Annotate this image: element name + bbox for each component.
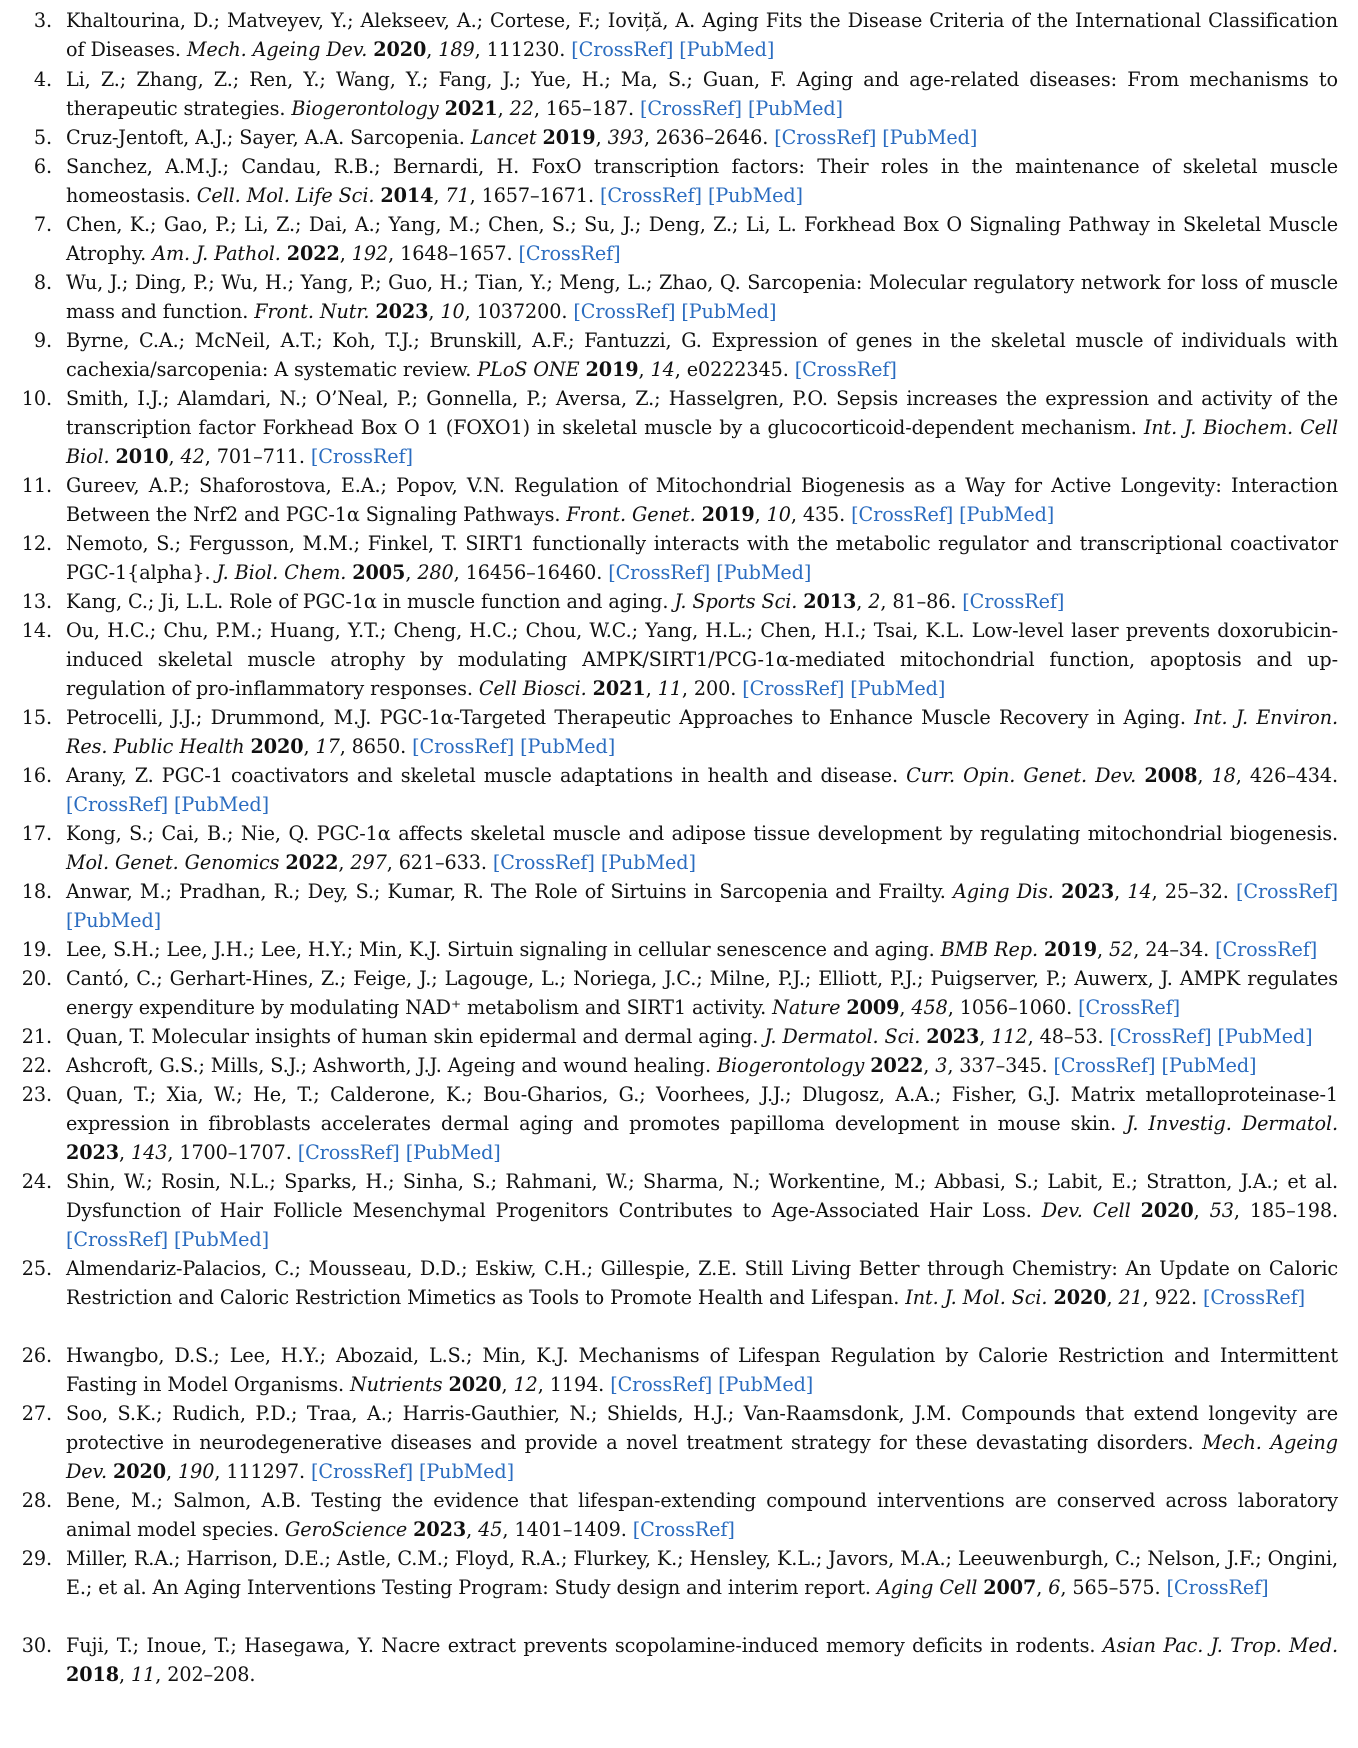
- reference-item: [21, 1254, 1338, 1312]
- reference-text: Soo, S.K.; Rudich, P.D.; Traa, A.; Harris-Gauthier, N.; Shields, H.J.; Van-Raamsdonk, J.M. Compounds that extend longevity are protective in neurodegenerative diseases and provide a novel treatment strategy for these devastating disorders. Mech. Ageing Dev. 2020, 190, 111297. [CrossRef] [PubMed]: [66, 1402, 1338, 1483]
- reference-pages: , e0222345.: [674, 358, 795, 381]
- reference-volume: 190: [178, 1460, 215, 1483]
- reference-journal: PLoS ONE: [477, 358, 580, 381]
- reference-text: Khaltourina, D.; Matveyev, Y.; Alekseev, A.; Cortese, F.; Ioviță, A. Aging Fits the Disease Criteria of the International Classification of Diseases. Mech. Ageing Dev. 2020, 189, 111230. [CrossRef] [PubMed]: [66, 9, 1338, 61]
- crossref-link[interactable]: [CrossRef]: [608, 561, 711, 584]
- reference-number: 30.: [21, 1634, 52, 1657]
- reference-journal: Mech. Ageing Dev.: [66, 1431, 1338, 1483]
- reference-text: Kang, C.; Ji, L.L. Role of PGC-1α in muscle function and aging. J. Sports Sci. 2013, 2, 81–86. [CrossRef]: [66, 590, 1065, 613]
- crossref-link[interactable]: [CrossRef]: [1053, 1054, 1156, 1077]
- pubmed-link[interactable]: [PubMed]: [173, 1228, 269, 1251]
- reference-text: Hwangbo, D.S.; Lee, H.Y.; Abozaid, L.S.; Min, K.J. Mechanisms of Lifespan Regulation by Calorie Restriction and Intermittent Fasting in Model Organisms. Nutrients 2020, 12, 1194. [CrossRef] [PubMed]: [66, 1344, 1338, 1396]
- pubmed-link[interactable]: [PubMed]: [1217, 1025, 1313, 1048]
- reference-text: Byrne, C.A.; McNeil, A.T.; Koh, T.J.; Brunskill, A.F.; Fantuzzi, G. Expression of genes in the skeletal muscle of individuals with cachexia/sarcopenia: A systematic review. PLoS ONE 2019, 14, e0222345. [CrossRef]: [66, 329, 1338, 381]
- reference-journal: J. Dermatol. Sci.: [764, 1025, 921, 1048]
- reference-authors-title: Kang, C.; Ji, L.L. Role of PGC-1α in muscle function and aging.: [66, 590, 675, 613]
- reference-year: 2005: [352, 561, 406, 584]
- reference-number: 16.: [21, 764, 52, 787]
- reference-item: [21, 529, 1338, 587]
- reference-journal: Dev. Cell: [1041, 1199, 1131, 1222]
- crossref-link[interactable]: [CrossRef]: [1203, 1286, 1305, 1309]
- reference-volume: 297: [350, 851, 387, 874]
- reference-text: Miller, R.A.; Harrison, D.E.; Astle, C.M.; Floyd, R.A.; Flurkey, K.; Hensley, K.L.; Javors, M.A.; Leeuwenburgh, C.; Nelson, J.F.; Ongini, E.; et al. An Aging Interventions Testing Program: Study design and interim report. Aging Cell 2007, 6, 565–575. [CrossRef]: [66, 1547, 1338, 1599]
- crossref-link[interactable]: [CrossRef]: [962, 590, 1065, 613]
- reference-text: Fuji, T.; Inoue, T.; Hasegawa, Y. Nacre extract prevents scopolamine-induced memory deficits in rodents. Asian Pac. J. Trop. Med. 2018, 11, 202–208.: [66, 1634, 1338, 1686]
- reference-authors-title: Bene, M.; Salmon, A.B. Testing the evidence that lifespan-extending compound interventions are conserved across laboratory animal model species.: [66, 1489, 1338, 1541]
- crossref-link[interactable]: [CrossRef]: [66, 1228, 168, 1251]
- reference-text: Lee, S.H.; Lee, J.H.; Lee, H.Y.; Min, K.J. Sirtuin signaling in cellular senescence and aging. BMB Rep. 2019, 52, 24–34. [CrossRef]: [66, 938, 1318, 961]
- reference-item: [33, 268, 1338, 326]
- reference-year: 2019: [585, 358, 639, 381]
- reference-authors-title: Almendariz-Palacios, C.; Mousseau, D.D.; Eskiw, C.H.; Gillespie, Z.E. Still Living Better through Chemistry: An Update on Caloric Restriction and Caloric Restriction Mimetics as Tools to Promote Health and Lifespan.: [66, 1257, 1338, 1309]
- crossref-link[interactable]: [CrossRef]: [66, 793, 168, 816]
- reference-number: 27.: [21, 1402, 52, 1425]
- reference-text: Arany, Z. PGC-1 coactivators and skeletal muscle adaptations in health and disease. Curr. Opin. Genet. Dev. 2008, 18, 426–434. [CrossRef] [PubMed]: [66, 764, 1339, 816]
- reference-number: 6.: [33, 155, 52, 178]
- crossref-link[interactable]: [CrossRef]: [571, 38, 674, 61]
- reference-year: 2020: [113, 1460, 167, 1483]
- reference-volume: 2: [868, 590, 881, 613]
- pubmed-link[interactable]: [PubMed]: [959, 503, 1055, 526]
- reference-journal: Nature: [772, 996, 841, 1019]
- reference-authors-title: Quan, T.; Xia, W.; He, T.; Calderone, K.; Bou-Gharios, G.; Voorhees, J.J.; Dlugosz, A.A.; Fisher, G.J. Matrix metalloproteinase-1 expression in fibroblasts accelerates dermal aging and promotes papilloma development in mouse skin.: [66, 1083, 1338, 1135]
- crossref-link[interactable]: [CrossRef]: [610, 1373, 713, 1396]
- reference-year: 2023: [926, 1025, 980, 1048]
- reference-journal: Am. J. Pathol.: [152, 242, 281, 265]
- reference-volume: 52: [1108, 938, 1134, 961]
- reference-journal: BMB Rep.: [940, 938, 1038, 961]
- reference-item: [21, 1399, 1338, 1486]
- reference-year: 2022: [286, 242, 340, 265]
- pubmed-link[interactable]: [PubMed]: [716, 561, 812, 584]
- reference-authors-title: Hwangbo, D.S.; Lee, H.Y.; Abozaid, L.S.; Min, K.J. Mechanisms of Lifespan Regulation by Calorie Restriction and Intermittent Fasting in Model Organisms.: [66, 1344, 1338, 1396]
- reference-pages: , 1648–1657.: [388, 242, 519, 265]
- reference-authors-title: Cantó, C.; Gerhart-Hines, Z.; Feige, J.; Lagouge, L.; Noriega, J.C.; Milne, P.J.; Elliott, P.J.; Puigserver, P.; Auwerx, J. AMPK regulates energy expenditure by modulating NAD⁺ metabolism and SIRT1 activity.: [66, 967, 1338, 1019]
- reference-number: 22.: [21, 1054, 52, 1077]
- crossref-link[interactable]: [CrossRef]: [1236, 880, 1338, 903]
- reference-number: 28.: [21, 1489, 52, 1512]
- reference-item: [21, 703, 1338, 761]
- reference-year: 2021: [444, 97, 498, 120]
- reference-authors-title: Kong, S.; Cai, B.; Nie, Q. PGC-1α affects skeletal muscle and adipose tissue development by regulating mitochondrial biogenesis.: [66, 822, 1338, 845]
- reference-year: 2020: [448, 1373, 502, 1396]
- reference-number: 3.: [33, 9, 52, 32]
- reference-year: 2022: [285, 851, 339, 874]
- reference-text: Bene, M.; Salmon, A.B. Testing the evidence that lifespan-extending compound interventions are conserved across laboratory animal model species. GeroScience 2023, 45, 1401–1409. [CrossRef]: [66, 1489, 1338, 1541]
- reference-number: 26.: [21, 1344, 52, 1367]
- reference-volume: 192: [351, 242, 389, 265]
- reference-volume: 21: [1118, 1286, 1143, 1309]
- reference-volume: 6: [1048, 1576, 1061, 1599]
- pubmed-link[interactable]: [PubMed]: [66, 909, 162, 932]
- crossref-link[interactable]: [CrossRef]: [492, 851, 595, 874]
- reference-volume: 22: [509, 97, 534, 120]
- pubmed-link[interactable]: [PubMed]: [681, 300, 777, 323]
- reference-text: Petrocelli, J.J.; Drummond, M.J. PGC-1α-Targeted Therapeutic Approaches to Enhance Muscle Recovery in Aging. Int. J. Environ. Res. Public Health 2020, 17, 8650. [CrossRef] [PubMed]: [66, 706, 1338, 758]
- reference-item: [21, 1051, 1338, 1080]
- reference-journal: Int. J. Environ. Res. Public Health: [66, 706, 1338, 758]
- reference-journal: Cell Biosci.: [478, 677, 587, 700]
- reference-volume: 280: [417, 561, 454, 584]
- reference-year: 2019: [1043, 938, 1097, 961]
- reference-text: Wu, J.; Ding, P.; Wu, H.; Yang, P.; Guo, H.; Tian, Y.; Meng, L.; Zhao, Q. Sarcopenia: Molecular regulatory network for loss of muscle mass and function. Front. Nutr. 2023, 10, 1037200. [CrossRef] [PubMed]: [66, 271, 1338, 323]
- reference-volume: 17: [315, 735, 340, 758]
- crossref-link[interactable]: [CrossRef]: [412, 735, 515, 758]
- reference-item: [21, 1544, 1338, 1602]
- reference-journal: J. Sports Sci.: [674, 590, 798, 613]
- reference-authors-title: Sanchez, A.M.J.; Candau, R.B.; Bernardi, H. FoxO transcription factors: Their roles in the maintenance of skeletal muscle homeostasis.: [66, 155, 1338, 207]
- pubmed-link[interactable]: [PubMed]: [173, 793, 269, 816]
- reference-text: Kong, S.; Cai, B.; Nie, Q. PGC-1α affects skeletal muscle and adipose tissue development by regulating mitochondrial biogenesis. Mol. Genet. Genomics 2022, 297, 621–633. [CrossRef] [PubMed]: [66, 822, 1338, 874]
- reference-journal: Cell. Mol. Life Sci.: [196, 184, 375, 207]
- crossref-link[interactable]: [CrossRef]: [599, 184, 702, 207]
- reference-authors-title: Shin, W.; Rosin, N.L.; Sparks, H.; Sinha, S.; Rahmani, W.; Sharma, N.; Workentine, M.; Abbasi, S.; Labit, E.; Stratton, J.A.; et al. Dysfunction of Hair Follicle Mesenchymal Progenitors Contributes to Age-Associated Hair Loss.: [66, 1170, 1338, 1222]
- reference-pages: , 8650.: [339, 735, 413, 758]
- reference-authors-title: Byrne, C.A.; McNeil, A.T.; Koh, T.J.; Brunskill, A.F.; Fantuzzi, G. Expression of genes in the skeletal muscle of individuals with cachexia/sarcopenia: A systematic review.: [66, 329, 1338, 381]
- reference-number: 24.: [21, 1170, 52, 1193]
- pubmed-link[interactable]: [PubMed]: [882, 126, 978, 149]
- reference-item: [21, 616, 1338, 703]
- reference-pages: , 565–575.: [1060, 1576, 1167, 1599]
- reference-journal: Front. Nutr.: [254, 300, 370, 323]
- reference-pages: , 48–53.: [1027, 1025, 1110, 1048]
- reference-text: Nemoto, S.; Fergusson, M.M.; Finkel, T. SIRT1 functionally interacts with the metabolic regulator and transcriptional coactivator PGC-1{alpha}. J. Biol. Chem. 2005, 280, 16456–16460. [CrossRef] [PubMed]: [66, 532, 1338, 584]
- pubmed-link[interactable]: [PubMed]: [418, 1460, 514, 1483]
- reference-item: [33, 326, 1338, 384]
- reference-year: 2023: [413, 1518, 467, 1541]
- reference-journal: Lancet: [470, 126, 537, 149]
- reference-journal: J. Biol. Chem.: [216, 561, 347, 584]
- reference-pages: , 435.: [790, 503, 852, 526]
- reference-year: 2009: [846, 996, 900, 1019]
- reference-pages: , 111297.: [214, 1460, 311, 1483]
- reference-year: 2020: [1053, 1286, 1107, 1309]
- reference-journal: Front. Genet.: [566, 503, 696, 526]
- reference-number: 21.: [21, 1025, 52, 1048]
- reference-item: [33, 152, 1338, 210]
- reference-pages: , 337–345.: [947, 1054, 1054, 1077]
- pubmed-link[interactable]: [PubMed]: [718, 1373, 814, 1396]
- reference-item: [21, 819, 1338, 877]
- reference-journal: Asian Pac. J. Trop. Med.: [1102, 1634, 1338, 1657]
- reference-year: 2014: [380, 184, 434, 207]
- reference-pages: , 200.: [681, 677, 743, 700]
- reference-text: Ou, H.C.; Chu, P.M.; Huang, Y.T.; Cheng, H.C.; Chou, W.C.; Yang, H.L.; Chen, H.I.; Tsai, K.L. Low-level laser prevents doxorubicin-induced skeletal muscle atrophy by modulating AMPK/SIRT1/PCG-1α-mediated mitochondrial function, apoptosis and up-regulation of pro-inflammatory responses. Cell Biosci. 2021, 11, 200. [CrossRef] [PubMed]: [66, 619, 1338, 700]
- reference-number: 8.: [33, 271, 52, 294]
- reference-text: Cantó, C.; Gerhart-Hines, Z.; Feige, J.; Lagouge, L.; Noriega, J.C.; Milne, P.J.; Elliott, P.J.; Puigserver, P.; Auwerx, J. AMPK regulates energy expenditure by modulating NAD⁺ metabolism and SIRT1 activity. Nature 2009, 458, 1056–1060. [CrossRef]: [66, 967, 1338, 1019]
- reference-item: [21, 761, 1339, 819]
- reference-journal: J. Investig. Dermatol.: [1126, 1112, 1338, 1135]
- reference-year: 2021: [592, 677, 646, 700]
- reference-text: Chen, K.; Gao, P.; Li, Z.; Dai, A.; Yang, M.; Chen, S.; Su, J.; Deng, Z.; Li, L. Forkhead Box O Signaling Pathway in Skeletal Muscle Atrophy. Am. J. Pathol. 2022, 192, 1648–1657. [CrossRef]: [66, 213, 1338, 265]
- reference-volume: 12: [513, 1373, 538, 1396]
- reference-journal: GeroScience: [285, 1518, 408, 1541]
- reference-volume: 53: [1209, 1199, 1234, 1222]
- reference-authors-title: Nemoto, S.; Fergusson, M.M.; Finkel, T. SIRT1 functionally interacts with the metabolic regulator and transcriptional coactivator PGC-1{alpha}.: [66, 532, 1338, 584]
- reference-text: Li, Z.; Zhang, Z.; Ren, Y.; Wang, Y.; Fang, J.; Yue, H.; Ma, S.; Guan, F. Aging and age-related diseases: From mechanisms to therapeutic strategies. Biogerontology 2021, 22, 165–187. [CrossRef] [PubMed]: [66, 68, 1338, 120]
- pubmed-link[interactable]: [PubMed]: [520, 735, 616, 758]
- reference-number: 13.: [21, 590, 52, 613]
- crossref-link[interactable]: [CrossRef]: [1078, 996, 1181, 1019]
- reference-journal: Int. J. Biochem. Cell Biol.: [66, 416, 1338, 468]
- reference-authors-title: Smith, I.J.; Alamdari, N.; O’Neal, P.; Gonnella, P.; Aversa, Z.; Hasselgren, P.O. Sepsis increases the expression and activity of the transcription factor Forkhead Box O 1 (FOXO1) in skeletal muscle by a glucocorticoid-dependent mechanism.: [66, 387, 1338, 439]
- reference-text: Almendariz-Palacios, C.; Mousseau, D.D.; Eskiw, C.H.; Gillespie, Z.E. Still Living Better through Chemistry: An Update on Caloric Restriction and Caloric Restriction Mimetics as Tools to Promote Health and Lifespan. Int. J. Mol. Sci. 2020, 21, 922. [CrossRef]: [66, 1257, 1338, 1309]
- reference-volume: 71: [445, 184, 470, 207]
- reference-number: 9.: [33, 329, 52, 352]
- crossref-link[interactable]: [CrossRef]: [1166, 1576, 1269, 1599]
- reference-year: 2023: [1061, 880, 1115, 903]
- reference-pages: , 1401–1409.: [502, 1518, 633, 1541]
- reference-year: 2019: [542, 126, 596, 149]
- reference-journal: Aging Cell: [876, 1576, 978, 1599]
- reference-item: [21, 935, 1338, 964]
- reference-pages: , 1037200.: [464, 300, 574, 323]
- reference-authors-title: Quan, T. Molecular insights of human skin epidermal and dermal aging.: [66, 1025, 765, 1048]
- reference-year: 2007: [983, 1576, 1037, 1599]
- reference-number: 29.: [21, 1547, 52, 1570]
- reference-text: Anwar, M.; Pradhan, R.; Dey, S.; Kumar, R. The Role of Sirtuins in Sarcopenia and Frailty. Aging Dis. 2023, 14, 25–32. [CrossRef] [PubMed]: [66, 880, 1338, 932]
- reference-text: Quan, T. Molecular insights of human skin epidermal and dermal aging. J. Dermatol. Sci. 2023, 112, 48–53. [CrossRef] [PubMed]: [66, 1025, 1313, 1048]
- reference-pages: , 426–434.: [1235, 764, 1339, 787]
- reference-pages: , 111230.: [474, 38, 572, 61]
- reference-item: [21, 1341, 1338, 1399]
- reference-year: 2020: [1140, 1199, 1194, 1222]
- reference-authors-title: Arany, Z. PGC-1 coactivators and skeletal muscle adaptations in health and disease.: [66, 764, 907, 787]
- crossref-link[interactable]: [CrossRef]: [1109, 1025, 1212, 1048]
- reference-text: Smith, I.J.; Alamdari, N.; O’Neal, P.; Gonnella, P.; Aversa, Z.; Hasselgren, P.O. Sepsis increases the expression and activity of the transcription factor Forkhead Box O 1 (FOXO1) in skeletal muscle by a glucocorticoid-dependent mechanism. Int. J. Biochem. Cell Biol. 2010, 42, 701–711. [CrossRef]: [66, 387, 1338, 468]
- reference-authors-title: Anwar, M.; Pradhan, R.; Dey, S.; Kumar, R. The Role of Sirtuins in Sarcopenia and Frailty.: [66, 880, 954, 903]
- reference-item: [33, 6, 1338, 64]
- reference-item: [21, 1080, 1338, 1167]
- reference-item: [21, 384, 1338, 471]
- reference-authors-title: Gureev, A.P.; Shaforostova, E.A.; Popov, V.N. Regulation of Mitochondrial Biogenesis as a Way for Active Longevity: Interaction Between the Nrf2 and PGC-1α Signaling Pathways.: [66, 474, 1338, 526]
- crossref-link[interactable]: [CrossRef]: [774, 126, 877, 149]
- reference-pages: , 2636–2646.: [643, 126, 775, 149]
- reference-year: 2023: [66, 1141, 120, 1164]
- reference-volume: 393: [607, 126, 644, 149]
- reference-item: [33, 123, 1338, 152]
- reference-journal: Mech. Ageing Dev.: [186, 38, 368, 61]
- reference-item: [21, 1022, 1338, 1051]
- reference-journal: Aging Dis.: [953, 880, 1054, 903]
- reference-authors-title: Ou, H.C.; Chu, P.M.; Huang, Y.T.; Cheng, H.C.; Chou, W.C.; Yang, H.L.; Chen, H.I.; Tsai, K.L. Low-level laser prevents doxorubicin-induced skeletal muscle atrophy by modulating AMPK/SIRT1/PCG-1α-mediated mitochondrial function, apoptosis and up-regulation of pro-inflammatory responses.: [66, 619, 1338, 700]
- reference-year: 2018: [66, 1663, 120, 1686]
- reference-item: [21, 1631, 1338, 1689]
- reference-authors-title: Ashcroft, G.S.; Mills, S.J.; Ashworth, J.J. Ageing and wound healing.: [66, 1054, 717, 1077]
- pubmed-link[interactable]: [PubMed]: [679, 38, 775, 61]
- reference-pages: , 1056–1060.: [947, 996, 1079, 1019]
- reference-text: Quan, T.; Xia, W.; He, T.; Calderone, K.; Bou-Gharios, G.; Voorhees, J.J.; Dlugosz, A.A.; Fisher, G.J. Matrix metalloproteinase-1 expression in fibroblasts accelerates dermal aging and promotes papilloma development in mouse skin. J. Investig. Dermatol. 2023, 143, 1700–1707. [CrossRef] [PubMed]: [66, 1083, 1338, 1164]
- reference-journal: Int. J. Mol. Sci.: [905, 1286, 1048, 1309]
- reference-pages: , 1657–1671.: [469, 184, 600, 207]
- reference-authors-title: Fuji, T.; Inoue, T.; Hasegawa, Y. Nacre extract prevents scopolamine-induced memory deficits in rodents.: [66, 1634, 1103, 1657]
- reference-volume: 3: [935, 1054, 948, 1077]
- reference-item: [33, 65, 1338, 123]
- crossref-link[interactable]: [CrossRef]: [297, 1141, 400, 1164]
- reference-pages: , 16456–16460.: [453, 561, 609, 584]
- reference-volume: 458: [911, 996, 948, 1019]
- crossref-link[interactable]: [CrossRef]: [794, 358, 897, 381]
- crossref-link[interactable]: [CrossRef]: [632, 1518, 735, 1541]
- reference-text: Ashcroft, G.S.; Mills, S.J.; Ashworth, J.J. Ageing and wound healing. Biogerontology 2022, 3, 337–345. [CrossRef] [PubMed]: [66, 1054, 1257, 1077]
- reference-pages: , 202–208.: [155, 1663, 256, 1686]
- reference-item: [33, 210, 1338, 268]
- pubmed-link[interactable]: [PubMed]: [405, 1141, 501, 1164]
- reference-text: Cruz-Jentoft, A.J.; Sayer, A.A. Sarcopenia. Lancet 2019, 393, 2636–2646. [CrossRef] [PubMed]: [66, 126, 978, 149]
- reference-pages: , 1700–1707.: [167, 1141, 298, 1164]
- pubmed-link[interactable]: [PubMed]: [747, 97, 843, 120]
- pubmed-link[interactable]: [PubMed]: [707, 184, 803, 207]
- reference-year: 2008: [1144, 764, 1198, 787]
- reference-pages: , 185–198.: [1233, 1199, 1338, 1222]
- reference-number: 5.: [33, 126, 52, 149]
- reference-text: Sanchez, A.M.J.; Candau, R.B.; Bernardi, H. FoxO transcription factors: Their roles in the maintenance of skeletal muscle homeostasis. Cell. Mol. Life Sci. 2014, 71, 1657–1671. [CrossRef] [PubMed]: [66, 155, 1338, 207]
- crossref-link[interactable]: [CrossRef]: [639, 97, 742, 120]
- reference-item: [21, 471, 1338, 529]
- reference-volume: 45: [478, 1518, 503, 1541]
- reference-pages: , 922.: [1142, 1286, 1203, 1309]
- reference-pages: , 24–34.: [1133, 938, 1216, 961]
- reference-volume: 11: [131, 1663, 156, 1686]
- reference-year: 2020: [373, 38, 427, 61]
- reference-item: [21, 1167, 1338, 1254]
- reference-authors-title: Lee, S.H.; Lee, J.H.; Lee, H.Y.; Min, K.J. Sirtuin signaling in cellular senescence and aging.: [66, 938, 941, 961]
- reference-authors-title: Petrocelli, J.J.; Drummond, M.J. PGC-1α-Targeted Therapeutic Approaches to Enhance Muscle Recovery in Aging.: [66, 706, 1195, 729]
- reference-item: [21, 877, 1338, 935]
- pubmed-link[interactable]: [PubMed]: [1161, 1054, 1257, 1077]
- reference-number: 14.: [21, 619, 52, 642]
- reference-number: 7.: [33, 213, 52, 236]
- crossref-link[interactable]: [CrossRef]: [851, 503, 954, 526]
- reference-number: 17.: [21, 822, 52, 845]
- reference-volume: 10: [440, 300, 465, 323]
- reference-volume: 189: [438, 38, 475, 61]
- reference-pages: , 701–711.: [204, 445, 311, 468]
- crossref-link[interactable]: [CrossRef]: [742, 677, 845, 700]
- reference-year: 2020: [250, 735, 304, 758]
- reference-year: 2013: [803, 590, 857, 613]
- reference-authors-title: Miller, R.A.; Harrison, D.E.; Astle, C.M.; Floyd, R.A.; Flurkey, K.; Hensley, K.L.; Javors, M.A.; Leeuwenburgh, C.; Nelson, J.F.; Ongini, E.; et al. An Aging Interventions Testing Program: Study design and interim report.: [66, 1547, 1338, 1599]
- reference-year: 2010: [115, 445, 169, 468]
- reference-item: [21, 587, 1338, 616]
- reference-number: 25.: [21, 1257, 52, 1280]
- reference-authors-title: Wu, J.; Ding, P.; Wu, H.; Yang, P.; Guo, H.; Tian, Y.; Meng, L.; Zhao, Q. Sarcopenia: Molecular regulatory network for loss of muscle mass and function.: [66, 271, 1338, 323]
- reference-authors-title: Khaltourina, D.; Matveyev, Y.; Alekseev, A.; Cortese, F.; Ioviță, A. Aging Fits the Disease Criteria of the International Classification of Diseases.: [66, 9, 1338, 61]
- crossref-link[interactable]: [CrossRef]: [573, 300, 676, 323]
- pubmed-link[interactable]: [PubMed]: [850, 677, 946, 700]
- reference-volume: 14: [650, 358, 675, 381]
- pubmed-link[interactable]: [PubMed]: [600, 851, 696, 874]
- reference-number: 4.: [33, 68, 52, 91]
- reference-journal: Nutrients: [349, 1373, 443, 1396]
- reference-pages: , 621–633.: [386, 851, 493, 874]
- reference-item: [21, 964, 1338, 1022]
- reference-number: 18.: [21, 880, 52, 903]
- reference-item: [21, 1486, 1338, 1544]
- reference-journal: Biogerontology: [717, 1054, 865, 1077]
- reference-year: 2022: [870, 1054, 924, 1077]
- reference-pages: , 165–187.: [533, 97, 640, 120]
- reference-number: 11.: [21, 474, 52, 497]
- reference-volume: 143: [131, 1141, 168, 1164]
- reference-authors-title: Li, Z.; Zhang, Z.; Ren, Y.; Wang, Y.; Fang, J.; Yue, H.; Ma, S.; Guan, F. Aging and age-related diseases: From mechanisms to therapeutic strategies.: [66, 68, 1338, 120]
- reference-number: 15.: [21, 706, 52, 729]
- reference-number: 10.: [21, 387, 52, 410]
- crossref-link[interactable]: [CrossRef]: [518, 242, 621, 265]
- reference-volume: 112: [991, 1025, 1028, 1048]
- reference-number: 20.: [21, 967, 52, 990]
- reference-volume: 11: [657, 677, 682, 700]
- reference-authors-title: Cruz-Jentoft, A.J.; Sayer, A.A. Sarcopenia.: [66, 126, 471, 149]
- reference-number: 19.: [21, 938, 52, 961]
- reference-volume: 18: [1211, 764, 1236, 787]
- reference-text: Shin, W.; Rosin, N.L.; Sparks, H.; Sinha, S.; Rahmani, W.; Sharma, N.; Workentine, M.; Abbasi, S.; Labit, E.; Stratton, J.A.; et al. Dysfunction of Hair Follicle Mesenchymal Progenitors Contributes to Age-Associated Hair Loss. Dev. Cell 2020, 53, 185–198. [CrossRef] [PubMed]: [66, 1170, 1338, 1251]
- reference-text: Gureev, A.P.; Shaforostova, E.A.; Popov, V.N. Regulation of Mitochondrial Biogenesis as a Way for Active Longevity: Interaction Between the Nrf2 and PGC-1α Signaling Pathways. Front. Genet. 2019, 10, 435. [CrossRef] [PubMed]: [66, 474, 1338, 526]
- reference-year: 2023: [375, 300, 429, 323]
- crossref-link[interactable]: [CrossRef]: [310, 445, 413, 468]
- reference-volume: 14: [1127, 880, 1152, 903]
- reference-pages: , 25–32.: [1151, 880, 1237, 903]
- reference-volume: 42: [180, 445, 205, 468]
- reference-pages: , 1194.: [537, 1373, 611, 1396]
- reference-journal: Curr. Opin. Genet. Dev.: [906, 764, 1137, 787]
- reference-journal: Mol. Genet. Genomics: [66, 851, 280, 874]
- reference-number: 12.: [21, 532, 52, 555]
- crossref-link[interactable]: [CrossRef]: [311, 1460, 413, 1483]
- reference-number: 23.: [21, 1083, 52, 1106]
- reference-volume: 10: [766, 503, 791, 526]
- reference-journal: Biogerontology: [291, 97, 439, 120]
- reference-authors-title: Chen, K.; Gao, P.; Li, Z.; Dai, A.; Yang, M.; Chen, S.; Su, J.; Deng, Z.; Li, L. Forkhead Box O Signaling Pathway in Skeletal Muscle Atrophy.: [66, 213, 1338, 265]
- reference-pages: , 81–86.: [880, 590, 963, 613]
- reference-authors-title: Soo, S.K.; Rudich, P.D.; Traa, A.; Harris-Gauthier, N.; Shields, H.J.; Van-Raamsdonk, J.M. Compounds that extend longevity are protective in neurodegenerative diseases and provide a novel treatment strategy for these devastating disorders.: [66, 1402, 1338, 1454]
- reference-year: 2019: [701, 503, 755, 526]
- crossref-link[interactable]: [CrossRef]: [1215, 938, 1318, 961]
